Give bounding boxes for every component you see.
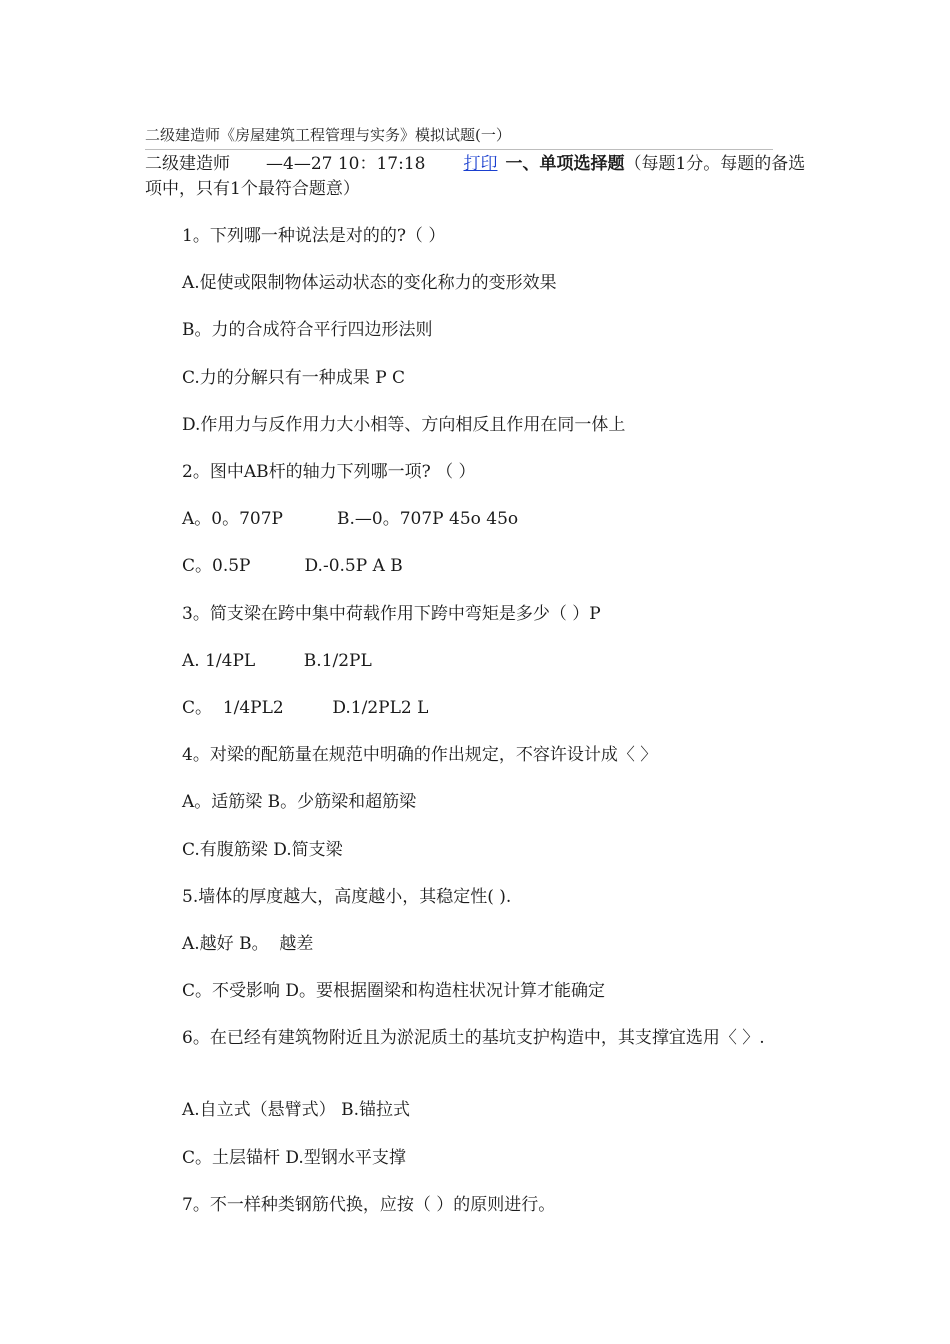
section-heading: 一、单项选择题 bbox=[505, 154, 625, 174]
question-5-options-cd: C。不受影响 D。要根据圈梁和构造柱状况计算才能确定 bbox=[182, 981, 606, 1001]
question-1-option-a: A.促使或限制物体运动状态的变化称力的变形效果 bbox=[182, 273, 557, 293]
meta-label: 二级建造师 bbox=[145, 154, 230, 174]
question-4: 4。对梁的配筋量在规范中明确的作出规定，不容许设计成〈 〉 bbox=[182, 745, 658, 765]
section-note: （每题1分。每题的备选项中，只有1个最符合题意） bbox=[145, 154, 806, 199]
title-divider bbox=[145, 149, 773, 150]
print-link[interactable]: 打印 bbox=[463, 154, 498, 174]
question-3: 3。简支梁在跨中集中荷载作用下跨中弯矩是多少（ ）P bbox=[182, 604, 601, 624]
question-2: 2。图中AB杆的轴力下列哪一项? （ ） bbox=[182, 462, 476, 482]
question-3-options-ab: A. 1/4PL B.1/2PL bbox=[182, 651, 372, 671]
question-6-options-cd: C。土层锚杆 D.型钢水平支撑 bbox=[182, 1148, 406, 1168]
question-5-options-ab: A.越好 B。 越差 bbox=[182, 934, 314, 954]
question-1: 1。下列哪一种说法是对的的?（ ） bbox=[182, 226, 446, 246]
question-7: 7。不一样种类钢筋代换，应按（ ）的原则进行。 bbox=[182, 1195, 556, 1215]
question-6: 6。在已经有建筑物附近且为淤泥质土的基坑支护构造中，其支撑宜选用〈 〉. bbox=[182, 1028, 765, 1048]
question-3-options-cd: C。 1/4PL2 D.1/2PL2 L bbox=[182, 698, 429, 718]
intro-paragraph bbox=[145, 152, 810, 202]
question-1-option-c: C.力的分解只有一种成果 P C bbox=[182, 368, 406, 388]
question-2-options-cd: C。0.5P D.-0.5P A B bbox=[182, 556, 403, 576]
question-1-option-b: B。力的合成符合平行四边形法则 bbox=[182, 320, 433, 340]
meta-datetime: —4—27 10：17:18 bbox=[266, 154, 426, 174]
question-2-options-ab: A。0。707P B.—0。707P 45o 45o bbox=[182, 509, 519, 529]
question-5: 5.墙体的厚度越大，高度越小，其稳定性( ). bbox=[182, 887, 512, 907]
question-6-options-ab: A.自立式（悬臂式） B.锚拉式 bbox=[182, 1100, 410, 1120]
question-4-options-ab: A。适筋梁 B。少筋梁和超筋梁 bbox=[182, 792, 417, 812]
question-1-option-d: D.作用力与反作用力大小相等、方向相反且作用在同一体上 bbox=[182, 415, 626, 435]
document-title: 二级建造师《房屋建筑工程管理与实务》模拟试题(一） bbox=[145, 126, 511, 144]
question-4-options-cd: C.有腹筋梁 D.简支梁 bbox=[182, 840, 343, 860]
